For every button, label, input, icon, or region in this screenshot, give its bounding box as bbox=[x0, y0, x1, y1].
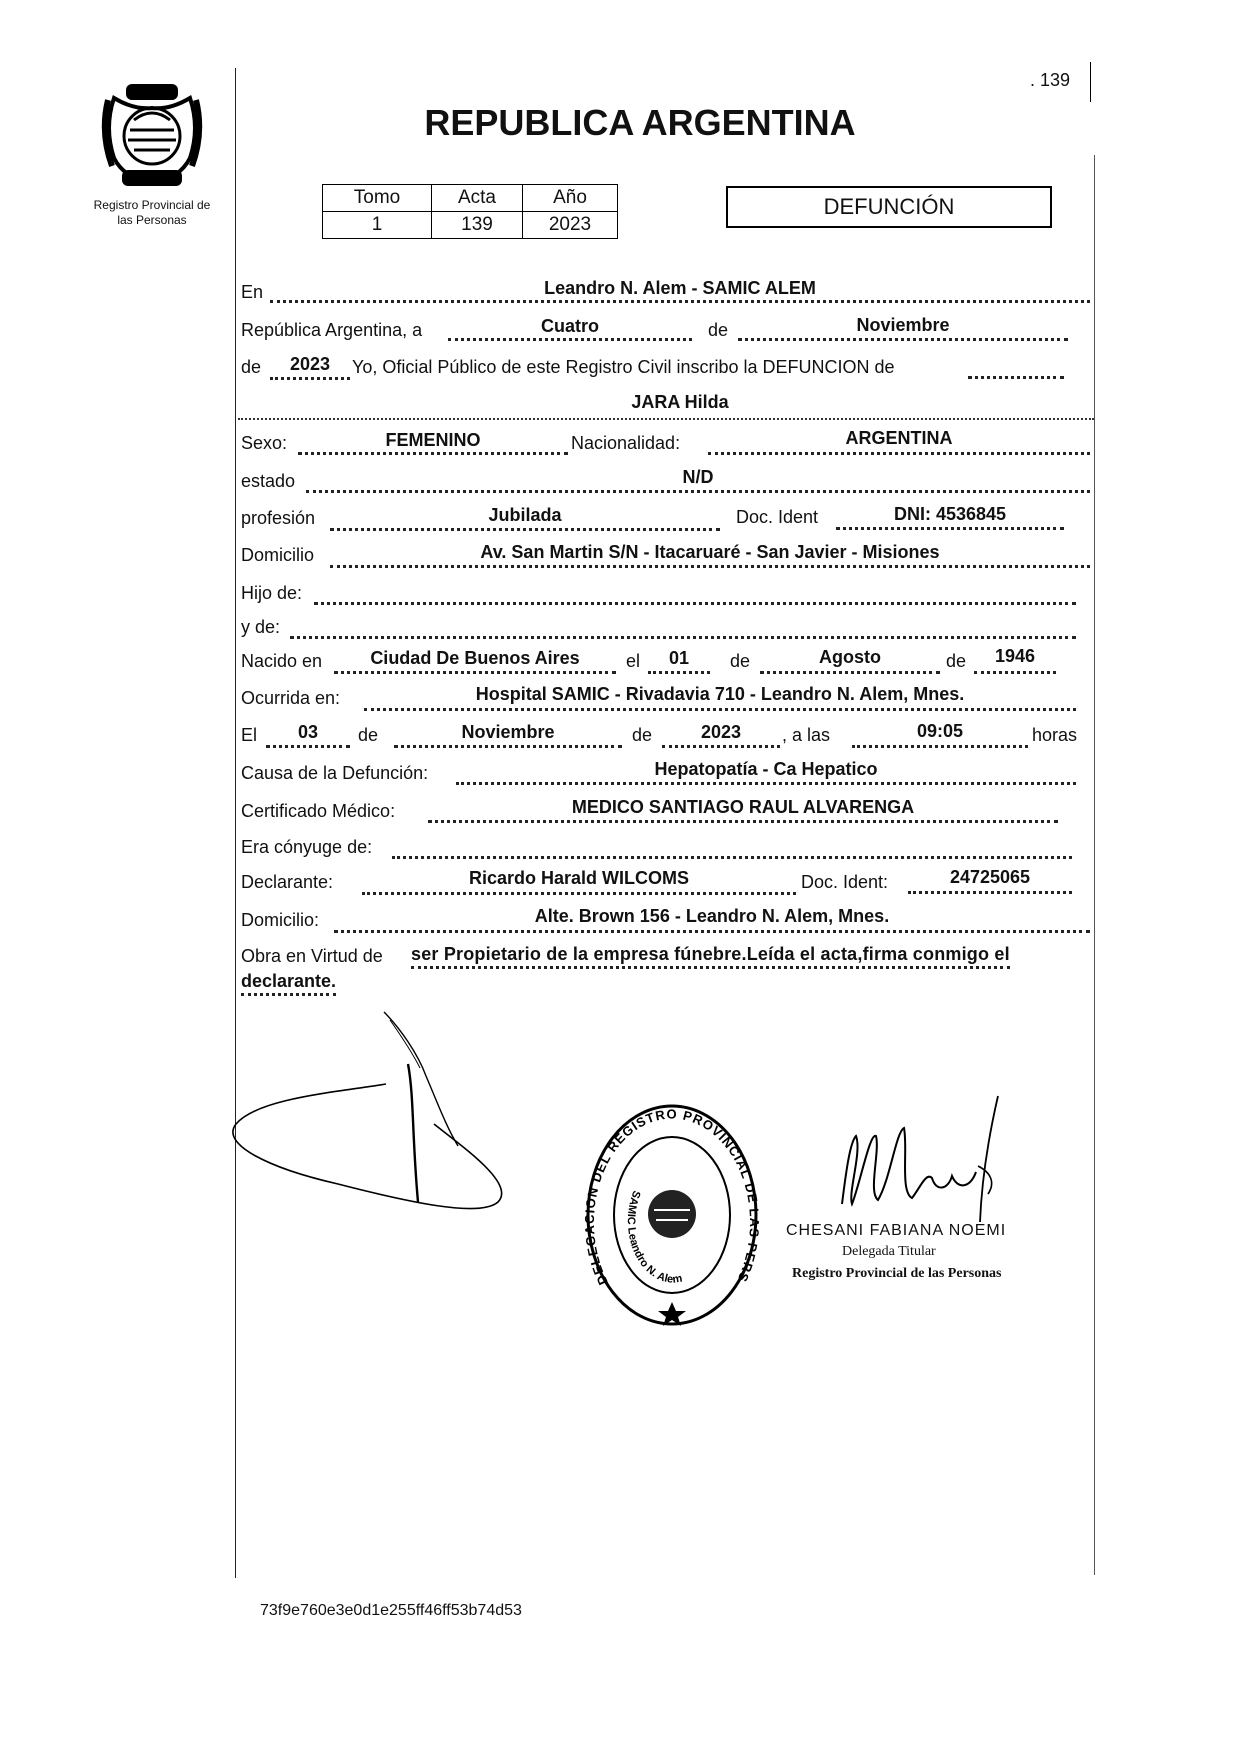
label-profesion: profesión bbox=[241, 508, 316, 528]
value-lugar: Leandro N. Alem - SAMIC ALEM bbox=[544, 278, 816, 298]
value-sexo: FEMENINO bbox=[385, 430, 481, 450]
label-de-4: de bbox=[946, 651, 967, 671]
value-obra-1: ser Propietario de la empresa fúnebre.Leída el acta,firma conmigo el bbox=[411, 944, 1010, 969]
label-de-3: de bbox=[730, 651, 751, 671]
label-conyuge: Era cónyuge de: bbox=[241, 837, 373, 857]
value-anio: 2023 bbox=[289, 354, 331, 374]
label-causa: Causa de la Defunción: bbox=[241, 763, 429, 783]
value-obra-2: declarante. bbox=[241, 971, 336, 996]
dots-hijo-de bbox=[314, 602, 1076, 605]
dots-domicilio-2 bbox=[334, 930, 1090, 933]
page-number: . 139 bbox=[1030, 70, 1071, 90]
value-nac-dia: 01 bbox=[668, 648, 690, 668]
dots-def-anio bbox=[662, 745, 780, 748]
dots-declarante bbox=[362, 892, 796, 895]
dots-nac-dia bbox=[648, 671, 710, 674]
dots-nac-mes bbox=[760, 671, 940, 674]
dots-nac-anio bbox=[974, 671, 1056, 674]
dots-hora bbox=[852, 745, 1028, 748]
value-def-anio: 2023 bbox=[700, 722, 742, 742]
dots-en bbox=[270, 300, 1090, 303]
dots-doc-declarante bbox=[908, 891, 1072, 894]
label-de-6: de bbox=[632, 725, 653, 745]
label-sexo: Sexo: bbox=[241, 433, 288, 453]
value-def-mes: Noviembre bbox=[461, 722, 555, 742]
value-nacido-en: Ciudad De Buenos Aires bbox=[370, 648, 580, 668]
label-republica: República Argentina, a bbox=[241, 320, 423, 340]
dots-conyuge bbox=[392, 856, 1072, 859]
dots-certificado bbox=[428, 820, 1058, 823]
label-obra-en: Obra en Virtud de bbox=[241, 946, 383, 966]
label-doc-ident-2: Doc. Ident: bbox=[801, 872, 889, 892]
label-yo: Yo, Oficial Público de este Registro Civil inscribo la DEFUNCION de bbox=[352, 357, 895, 377]
table-value-tomo: 1 bbox=[323, 212, 432, 239]
org-line-1: Registro Provincial de bbox=[93, 198, 211, 212]
value-estado: N/D bbox=[682, 467, 714, 487]
value-dia: Cuatro bbox=[541, 316, 599, 336]
official-seal bbox=[584, 1102, 760, 1328]
table-header-acta: Acta bbox=[432, 185, 523, 212]
page-title: REPUBLICA ARGENTINA bbox=[424, 102, 856, 143]
value-doc-declarante: 24725065 bbox=[949, 867, 1031, 887]
dots-ocurrida-en bbox=[364, 708, 1076, 711]
value-declarante: Ricardo Harald WILCOMS bbox=[468, 868, 690, 888]
label-y-de: y de: bbox=[241, 617, 281, 637]
table-value-acta: 139 bbox=[432, 212, 523, 239]
dots-mes bbox=[738, 338, 1068, 341]
rule-nombre bbox=[238, 418, 1094, 420]
label-hijo-de: Hijo de: bbox=[241, 583, 303, 603]
dots-def-dia bbox=[266, 745, 350, 748]
label-en: En bbox=[241, 282, 264, 302]
dots-estado bbox=[306, 490, 1090, 493]
record-type-box: DEFUNCIÓN bbox=[726, 186, 1052, 228]
label-domicilio-2: Domicilio: bbox=[241, 910, 320, 930]
dots-profesion bbox=[330, 528, 720, 531]
right-margin-line bbox=[1094, 155, 1095, 1575]
dots-domicilio bbox=[330, 565, 1090, 568]
label-ocurrida-en: Ocurrida en: bbox=[241, 688, 341, 708]
label-nacionalidad: Nacionalidad: bbox=[571, 433, 681, 453]
value-doc: DNI: 4536845 bbox=[893, 504, 1007, 524]
official-role: Delegada Titular bbox=[842, 1244, 936, 1259]
footer-hash: 73f9e760e3e0d1e255ff46ff53b74d53 bbox=[260, 1602, 522, 1619]
table-value-anio: 2023 bbox=[523, 212, 618, 239]
value-nac-mes: Agosto bbox=[819, 647, 881, 667]
label-domicilio: Domicilio bbox=[241, 545, 315, 565]
label-certificado: Certificado Médico: bbox=[241, 801, 396, 821]
left-margin-line bbox=[235, 68, 236, 1578]
label-de-5: de bbox=[358, 725, 379, 745]
label-de-1: de bbox=[708, 320, 729, 340]
value-nac-anio: 1946 bbox=[994, 646, 1036, 666]
value-mes: Noviembre bbox=[856, 315, 950, 335]
value-nacionalidad: ARGENTINA bbox=[845, 428, 953, 448]
value-hora: 09:05 bbox=[916, 721, 964, 741]
label-doc-ident: Doc. Ident bbox=[736, 507, 819, 527]
provincial-emblem bbox=[100, 78, 204, 190]
dots-doc bbox=[836, 527, 1064, 530]
record-table bbox=[322, 184, 618, 239]
value-nombre: JARA Hilda bbox=[631, 392, 729, 412]
official-org: Registro Provincial de las Personas bbox=[792, 1266, 1002, 1281]
dots-dia bbox=[448, 338, 692, 341]
label-declarante: Declarante: bbox=[241, 872, 334, 892]
label-a-las: , a las bbox=[782, 725, 831, 745]
dots-anio bbox=[270, 377, 350, 380]
value-certificado: MEDICO SANTIAGO RAUL ALVARENGA bbox=[571, 797, 915, 817]
value-def-dia: 03 bbox=[297, 722, 319, 742]
dots-nacionalidad bbox=[708, 452, 1090, 455]
value-profesion: Jubilada bbox=[488, 505, 562, 525]
value-domicilio: Av. San Martin S/N - Itacaruaré - San Javier - Misiones bbox=[480, 542, 940, 562]
dots-yo bbox=[968, 376, 1064, 379]
dots-y-de bbox=[290, 636, 1076, 639]
label-nacido-en: Nacido en bbox=[241, 651, 323, 671]
label-el-upper: El bbox=[241, 725, 258, 745]
official-name: CHESANI FABIANA NOEMI bbox=[786, 1222, 1007, 1239]
org-line-2: las Personas bbox=[117, 213, 187, 227]
seal-inner-text: SAMIC Leandro N. Alem bbox=[624, 1188, 684, 1286]
dots-def-mes bbox=[394, 745, 622, 748]
dots-sexo bbox=[298, 452, 568, 455]
official-signature bbox=[820, 1092, 1020, 1232]
label-estado: estado bbox=[241, 471, 296, 491]
value-domicilio-declarante: Alte. Brown 156 - Leandro N. Alem, Mnes. bbox=[534, 906, 890, 926]
label-horas: horas bbox=[1032, 725, 1078, 745]
dots-nacido-en bbox=[334, 671, 616, 674]
value-ocurrida-en: Hospital SAMIC - Rivadavia 710 - Leandro N. Alem, Mnes. bbox=[475, 684, 965, 704]
dots-causa bbox=[456, 782, 1076, 785]
label-el-lower: el bbox=[626, 651, 641, 671]
declarant-signature bbox=[228, 1006, 568, 1236]
margin-mark bbox=[1090, 62, 1091, 102]
org-name bbox=[72, 198, 232, 228]
table-header-tomo: Tomo bbox=[323, 185, 432, 212]
table-header-anio: Año bbox=[523, 185, 618, 212]
value-causa: Hepatopatía - Ca Hepatico bbox=[654, 759, 878, 779]
seal-outer-text: DELEG ON DEL REGISTRO PROVINCIAL DE PERS bbox=[584, 1106, 760, 1288]
label-de-2: de bbox=[241, 357, 262, 377]
